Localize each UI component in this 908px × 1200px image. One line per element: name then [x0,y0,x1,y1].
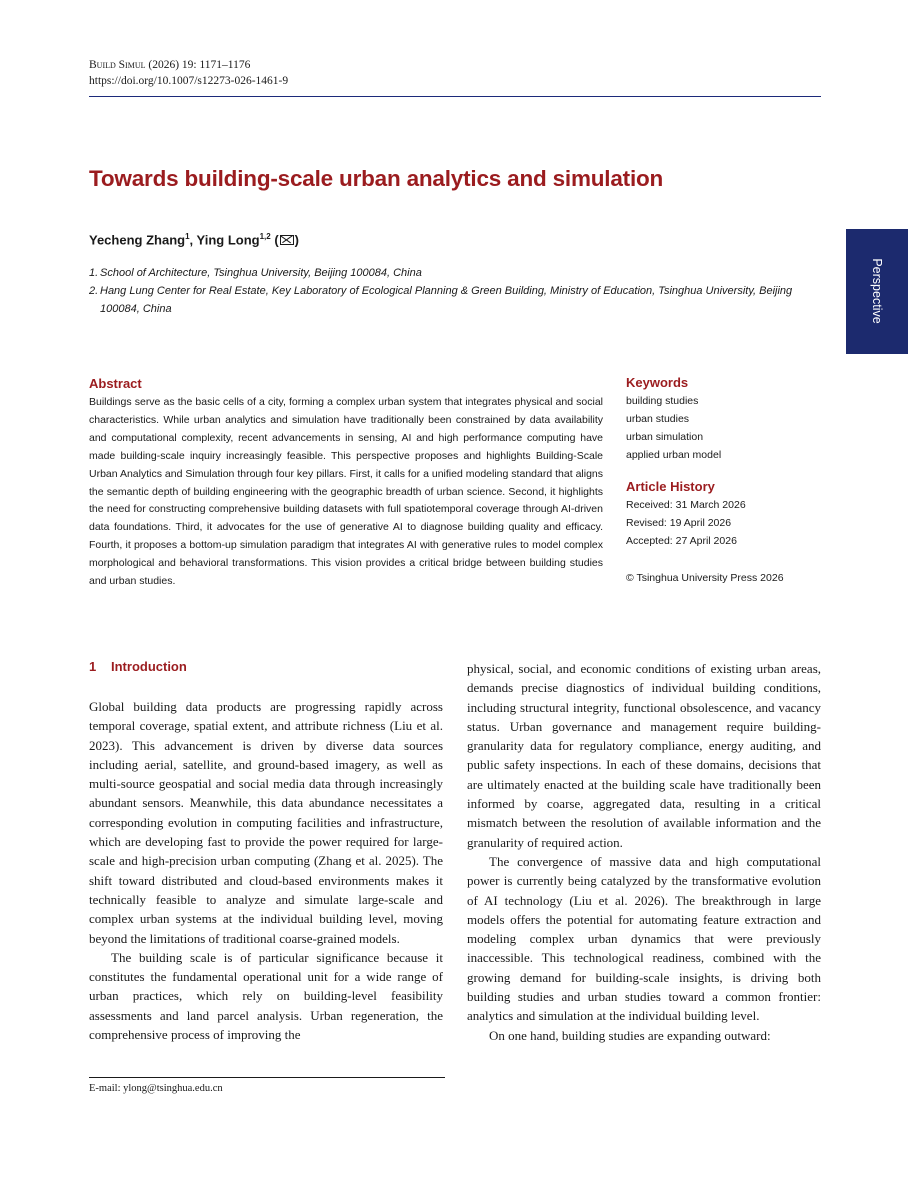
body-paragraph: Global building data products are progressing rapidly across temporal coverage, spatial extent, and attribute richness (Liu et al. 2023). This advancement is driven by diverse data sources including aerial, satellite, and ground-based imagery, as well as multi-source geospatial and social media data through increasingly abundant sensors. Meanwhile, this data abundance necessitates a corresponding evolution in computing facilities and infrastructure, which are developing fast to provide the power required for large-scale and high-precision urban computing (Zhang et al. 2025). The shift toward distributed and cloud-based environments makes it technically feasible to analyze and simulate large-scale and complex urban systems at the individual building level, moving beyond the limitations of traditional coarse-grained models. [89,699,443,946]
header-divider [89,96,821,97]
body-column-left [89,697,443,1044]
paren-close: ) [294,232,300,248]
received-date: Received: 31 March 2026 [626,499,746,511]
keyword-item: building studies [626,395,699,407]
author-separator: , [189,232,197,248]
body-column-right [467,659,821,1045]
paren-open: ( [270,232,279,248]
author-name: Yecheng Zhang [89,232,186,248]
affiliation-marker: 1 [185,232,190,241]
keyword-item: urban simulation [626,431,704,443]
affiliation-number: 1. [89,267,99,279]
abstract-section [89,375,603,591]
accepted-date: Accepted: 27 April 2026 [626,535,737,547]
body-paragraph: physical, social, and economic conditions of existing urban areas, demands precise diagnostics of individual building conditions, including structural integrity, functional obsolescence, and vacancy status. Urban governance and management require building-granularity data for regulatory compliance, energy auditing, and public safety inspections. In each of these domains, decisions that are ultimately enacted at the building scale have traditionally been informed by coarse, aggregated data, resulting in a critical mismatch between the resolution of available information and the granularity of required action. [467,661,821,850]
section-title: Introduction [111,659,187,674]
abstract-heading: Abstract [89,376,142,391]
affiliation-number: 2. [89,285,99,297]
journal-citation [89,57,821,73]
keywords-heading: Keywords [626,375,689,390]
footnote-email[interactable]: E-mail: ylong@tsinghua.edu.cn [89,1083,223,1094]
section-heading [89,659,187,674]
article-title: Towards building-scale urban analytics and simulation [89,166,664,191]
journal-name: Build Simul [89,59,146,71]
affiliations [89,264,821,318]
affiliation-marker: 1,2 [259,232,271,241]
body-paragraph: The building scale is of particular significance because it constitutes the fundamental operational unit for a wide range of urban practices, which rely on building-level feasibility assessments and land parcel analysis. Urban regeneration, the comprehensive process of improving the [89,949,443,1043]
history-list [626,496,826,550]
copyright-notice: © Tsinghua University Press 2026 [626,572,784,584]
keyword-item: urban studies [626,413,690,425]
running-header [89,57,821,89]
affiliation-text: Hang Lung Center for Real Estate, Key Laboratory of Ecological Planning & Green Building, Ministry of Education, Tsinghua University, Beijing 100084, China [100,285,793,315]
article-type-label: Perspective [870,258,884,324]
volume-pages: (2026) 19: 1171–1176 [145,59,251,71]
section-number: 1 [89,659,97,674]
body-paragraph: The convergence of massive data and high computational power is currently being catalyzed by the transformative evolution of AI technology (Liu et al. 2026). The breakthrough in large models offers the potential for automating feature extraction and modeling complex urban dynamics that were previously inaccessible. This technological readiness, combined with the growing demand for building-scale insights, is driving both building studies and urban studies toward a common frontier: analytics and simulation at the individual building level. [467,853,821,1024]
abstract-text: Buildings serve as the basic cells of a city, forming a complex urban system that integrates physical and social characteristics. While urban analytics and simulation have traditionally been constrained by data availability and computational complexity, recent advancements in sensing, AI and high performance computing have made building-scale inquiry increasingly feasible. This perspective proposes and highlights Building-Scale Urban Analytics and Simulation through four key pillars. First, it calls for a unified modeling standard that aligns the semantic depth of building engineering with the geographic breadth of urban science. Second, it highlights the need for constructing comprehensive building datasets with full spatiotemporal coverage through AI-driven data foundations. Third, it advocates for the use of generative AI to diagnose building quality and efficacy. Fourth, it proposes a bottom-up simulation paradigm that integrates AI with generative rules to model complex morphological and behavioral transformations. This vision provides a critical bridge between building studies and urban studies. [89,396,603,588]
body-paragraph: On one hand, building studies are expanding outward: [489,1027,771,1043]
history-heading: Article History [626,479,715,494]
article-type-tab [846,229,908,354]
affiliation-item [89,282,821,318]
affiliation-text: School of Architecture, Tsinghua University, Beijing 100084, China [100,267,422,279]
envelope-icon[interactable] [280,235,294,245]
author-list [89,232,299,247]
keyword-item: applied urban model [626,449,722,461]
revised-date: Revised: 19 April 2026 [626,517,732,529]
footnote-divider [89,1077,445,1078]
article-info-sidebar [626,374,826,587]
doi-link[interactable]: https://doi.org/10.1007/s12273-026-1461-9 [89,75,289,87]
keywords-list [626,392,826,464]
author-name: Ying Long [196,232,260,248]
affiliation-item [89,264,821,282]
